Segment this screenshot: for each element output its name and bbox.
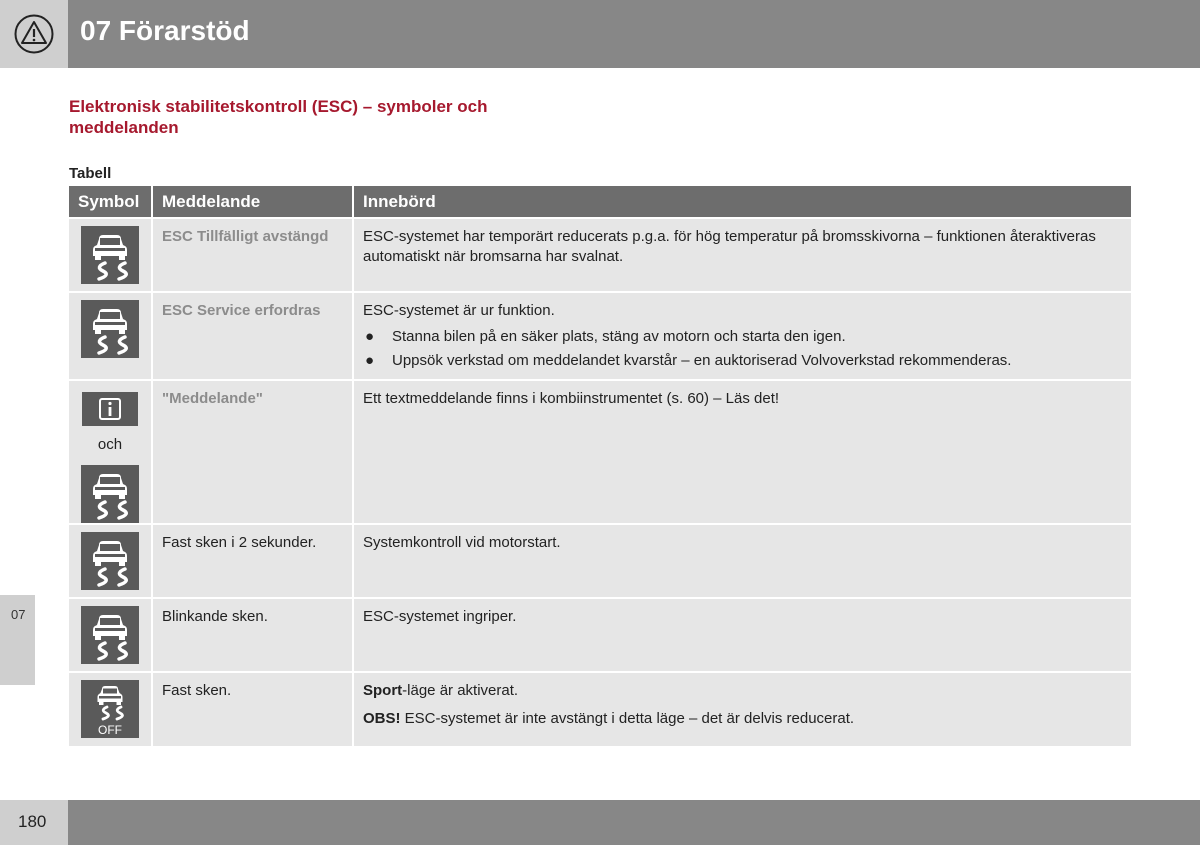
meaning-text: Ett textmeddelande finns i kombiinstrumentet (s. 60) – Läs det! <box>363 390 780 407</box>
symbol-joiner-text: och <box>97 436 123 453</box>
symbol-cell <box>69 598 152 672</box>
meaning-bold: Sport <box>363 682 403 699</box>
symbol-cell <box>69 380 152 524</box>
table-header-row <box>69 186 1131 218</box>
section-heading: Elektronisk stabilitetskontroll (ESC) – symboler och meddelanden <box>69 97 488 137</box>
symbol-cell <box>69 672 152 746</box>
header-icon-area <box>0 0 68 68</box>
table-row <box>69 292 1131 380</box>
meaning-cell <box>353 524 1131 598</box>
meaning-text <box>363 681 1122 701</box>
message-text: Blinkande sken. <box>162 608 268 625</box>
message-cell <box>152 672 353 746</box>
bullet-icon: ● <box>365 328 375 345</box>
esc-symbol-table <box>69 186 1131 746</box>
list-item <box>363 327 1122 347</box>
message-cell <box>152 292 353 380</box>
bullet-icon: ● <box>365 352 375 369</box>
message-text: Fast sken. <box>162 682 232 699</box>
meaning-text: ESC-systemet ingriper. <box>363 608 517 625</box>
table-row <box>69 218 1131 292</box>
chapter-title: 07 Förarstöd <box>80 15 250 46</box>
message-cell <box>152 524 353 598</box>
message-text: ESC Service erfordras <box>162 302 321 319</box>
note-rest: ESC-systemet är inte avstängt i detta läge – det är delvis reducerat. <box>400 710 855 727</box>
footer-bar <box>68 800 1200 845</box>
esc-skid-icon <box>81 606 139 664</box>
table-row <box>69 598 1131 672</box>
page-number: 180 <box>18 812 47 831</box>
meaning-text: ESC-systemet är ur funktion. <box>363 302 555 319</box>
note-text <box>363 709 1122 729</box>
warning-triangle-icon <box>14 14 54 54</box>
column-header-meaning: Innebörd <box>353 186 1131 218</box>
meaning-rest: -läge är aktiverat. <box>402 682 519 699</box>
meaning-cell <box>353 380 1131 524</box>
meaning-cell <box>353 292 1131 380</box>
table-caption: Tabell <box>69 165 112 182</box>
message-text: "Meddelande" <box>162 390 263 407</box>
esc-skid-icon <box>81 465 139 523</box>
symbol-cell <box>69 524 152 598</box>
bullet-text: Stanna bilen på en säker plats, stäng av motorn och starta den igen. <box>392 328 846 345</box>
meaning-text: Systemkontroll vid motorstart. <box>363 534 561 551</box>
list-item <box>363 351 1122 371</box>
esc-skid-icon <box>81 226 139 284</box>
esc-skid-icon <box>81 532 139 590</box>
esc-off-icon <box>81 680 139 738</box>
esc-off-label: OFF <box>98 723 122 737</box>
note-bold: OBS! <box>363 710 401 727</box>
message-cell <box>152 380 353 524</box>
message-text: Fast sken i 2 sekunder. <box>162 534 317 551</box>
symbol-cell <box>69 218 152 292</box>
meaning-cell <box>353 218 1131 292</box>
chapter-side-tab-label: 07 <box>11 607 26 622</box>
message-cell <box>152 218 353 292</box>
message-text: ESC Tillfälligt avstängd <box>162 228 329 245</box>
info-message-icon <box>82 392 138 426</box>
symbol-cell <box>69 292 152 380</box>
meaning-cell <box>353 598 1131 672</box>
table-row <box>69 672 1131 746</box>
table-row <box>69 380 1131 524</box>
table-row <box>69 524 1131 598</box>
meaning-cell <box>353 672 1131 746</box>
bullet-text: Uppsök verkstad om meddelandet kvarstår – en auktoriserad Volvoverkstad rekommenderas. <box>392 352 1012 369</box>
meaning-text: ESC-systemet har temporärt reducerats p.g.a. för hög temperatur på bromsskivorna – funktionen återaktiveras automatiskt när bromsarna har svalnat. <box>363 228 1096 265</box>
esc-skid-icon <box>81 300 139 358</box>
column-header-symbol: Symbol <box>69 186 152 218</box>
message-cell <box>152 598 353 672</box>
column-header-message: Meddelande <box>152 186 353 218</box>
